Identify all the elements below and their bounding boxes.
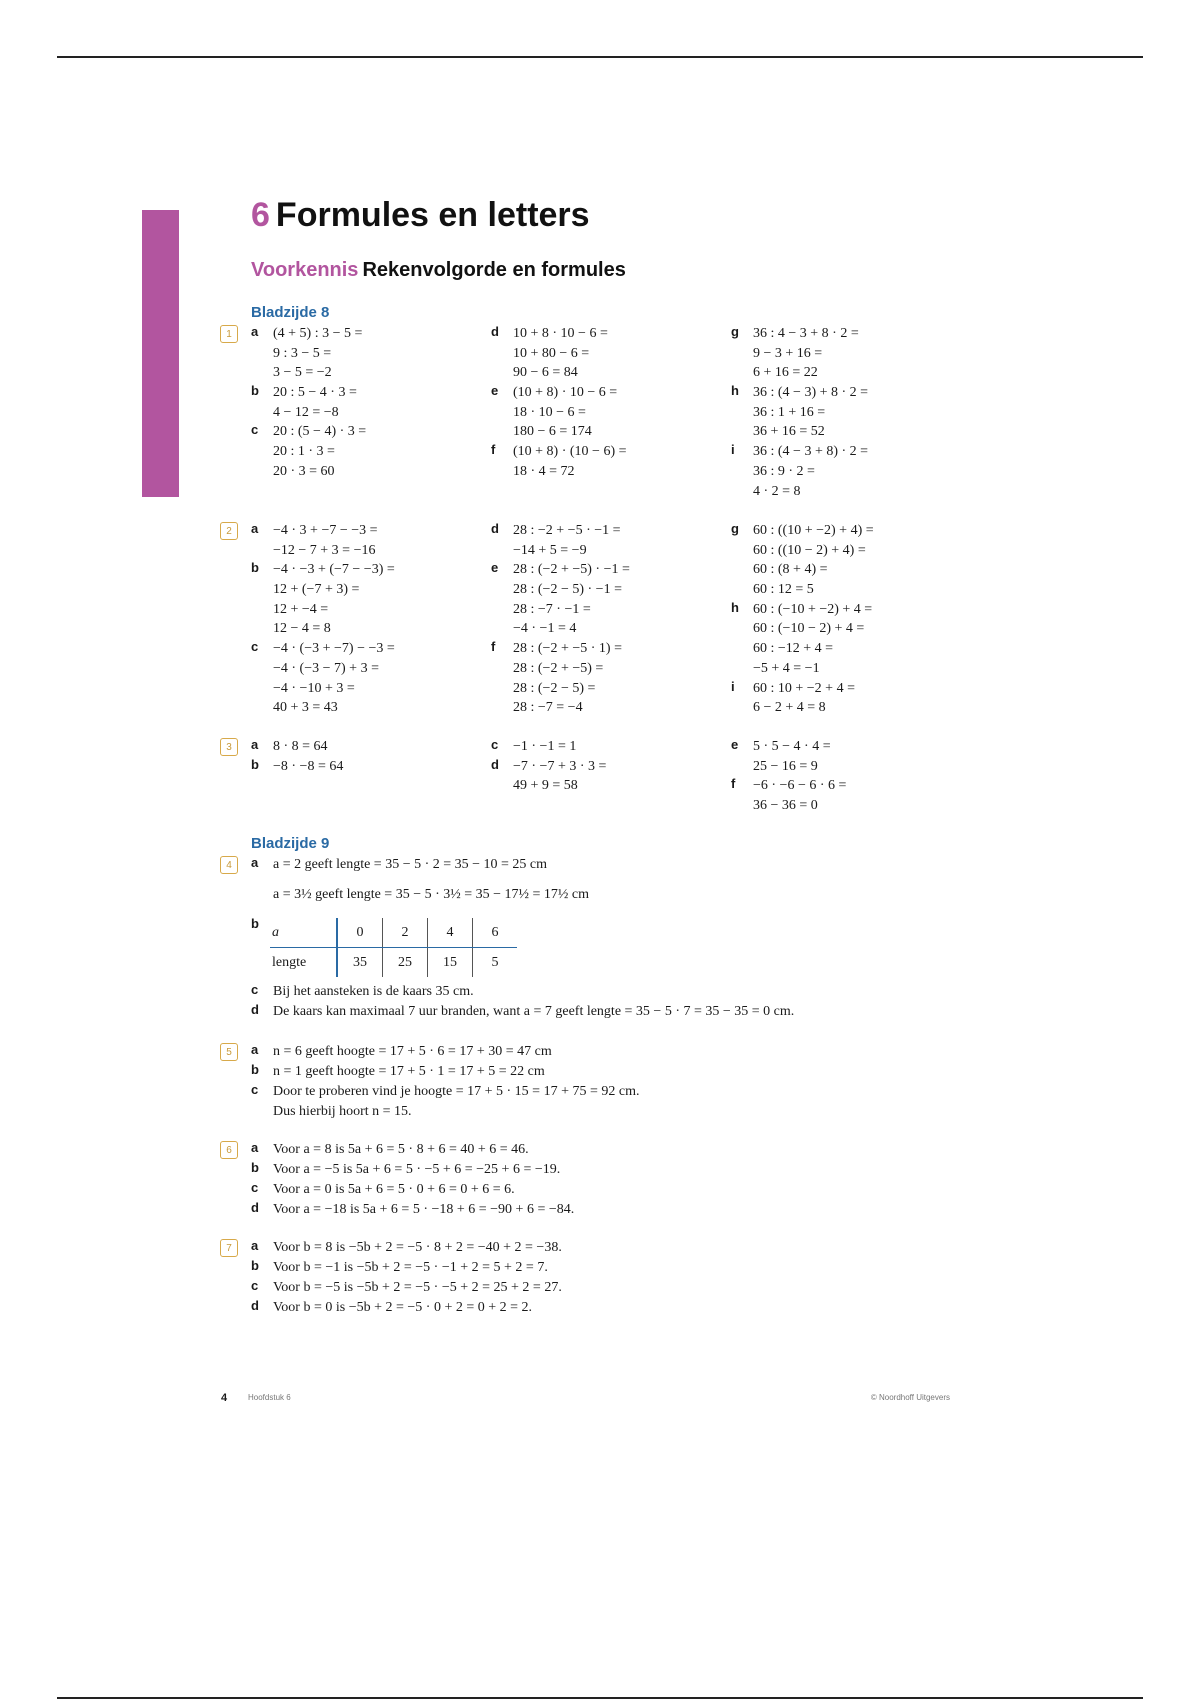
- q6-d-line: Voor a = −18 is 5a + 6 = 5 · −18 + 6 = −90 + 6 = −84.: [273, 1202, 575, 1217]
- answer-line: (10 + 8) · (10 − 6) =: [513, 444, 627, 460]
- answer-line: 28 : (−2 − 5) · −1 =: [513, 582, 622, 598]
- q5-part-b: [251, 1062, 639, 1082]
- answer-column: [251, 324, 366, 482]
- q7-a-line: Voor b = 8 is −5b + 2 = −5 · 8 + 2 = −40 + 2 = −38.: [273, 1240, 562, 1255]
- q5-b-line: n = 1 geeft hoogte = 17 + 5 · 1 = 17 + 5 = 22 cm: [273, 1064, 545, 1079]
- answer-part: [731, 679, 874, 718]
- answer-line: 90 − 6 = 84: [513, 365, 578, 381]
- answer-line: 60 : ((10 + −2) + 4) =: [753, 523, 874, 538]
- answer-line: 60 : 12 = 5: [753, 582, 814, 598]
- answer-line: 28 : (−2 + −5 · 1) =: [513, 641, 622, 657]
- answer-line: 28 : −7 · −1 =: [513, 601, 591, 617]
- answer-line: 4 · 2 = 8: [753, 483, 801, 499]
- answer-line: 60 : (−10 − 2) + 4 =: [753, 621, 865, 637]
- answer-column: [251, 521, 395, 718]
- table-cell: 35: [337, 948, 383, 978]
- page-number: 4: [221, 1392, 228, 1404]
- answer-line: 36 : 9 · 2 =: [753, 463, 815, 479]
- table-row-label: a: [270, 918, 337, 948]
- part-letter: a: [251, 737, 259, 752]
- answer-part: [731, 600, 874, 679]
- answer-line: −14 + 5 = −9: [513, 542, 587, 558]
- answer-line: −4 · −3 + (−7 − −3) =: [273, 562, 395, 578]
- answer-line: 28 : −7 = −4: [513, 700, 583, 716]
- answer-line: 10 + 8 · 10 − 6 =: [513, 326, 608, 341]
- table-row-label: lengte: [270, 948, 337, 978]
- answer-line: 180 − 6 = 174: [513, 424, 592, 440]
- answer-line: 36 : 1 + 16 =: [753, 404, 826, 420]
- answer-line: 10 + 80 − 6 =: [513, 345, 590, 361]
- q6-part-d: [251, 1200, 574, 1220]
- part-letter: c: [251, 982, 259, 997]
- q6-part-c: [251, 1180, 574, 1200]
- part-letter: d: [491, 756, 499, 772]
- answer-column: [251, 737, 343, 776]
- part-letter: c: [251, 1278, 259, 1293]
- part-letter: b: [251, 1062, 259, 1077]
- answer-line: 5 · 5 − 4 · 4 =: [753, 739, 831, 754]
- part-letter: f: [491, 639, 496, 655]
- part-letter: a: [251, 1140, 259, 1155]
- question-number-3: 3: [220, 738, 238, 756]
- question-number-4: 4: [220, 856, 238, 874]
- answer-part: [251, 560, 395, 639]
- answer-part: [731, 521, 874, 600]
- q5-c-line-2: Dus hierbij hoort n = 15.: [273, 1104, 412, 1119]
- answer-line: 12 − 4 = 8: [273, 621, 331, 637]
- part-letter: b: [251, 1160, 259, 1175]
- part-letter: i: [731, 442, 735, 458]
- answer-line: −1 · −1 = 1: [513, 739, 577, 754]
- part-letter: d: [251, 1200, 259, 1215]
- part-letter: d: [491, 521, 499, 536]
- part-letter: d: [251, 1298, 259, 1313]
- answer-line: 18 · 10 − 6 =: [513, 404, 586, 420]
- part-letter: b: [251, 1258, 259, 1273]
- table-cell: 0: [337, 918, 383, 948]
- answer-part: [251, 757, 343, 777]
- answer-line: 12 + (−7 + 3) =: [273, 582, 360, 598]
- part-letter: b: [251, 756, 259, 772]
- answer-line: −4 · (−3 + −7) − −3 =: [273, 641, 395, 657]
- q4-parts-cd: [251, 982, 794, 1022]
- part-letter: d: [491, 324, 499, 339]
- answer-part: [491, 737, 606, 757]
- q4-part-d: [251, 1002, 794, 1022]
- answer-line: 60 : (−10 + −2) + 4 =: [753, 601, 873, 617]
- q6-b-line: Voor a = −5 is 5a + 6 = 5 · −5 + 6 = −25 + 6 = −19.: [273, 1162, 561, 1177]
- table-row: [270, 918, 517, 948]
- answer-line: −4 · −10 + 3 =: [273, 680, 355, 696]
- q4-part-c: [251, 982, 794, 1002]
- q6-c-line: Voor a = 0 is 5a + 6 = 5 · 0 + 6 = 0 + 6 = 6.: [273, 1182, 515, 1197]
- q4-c-line: Bij het aansteken is de kaars 35 cm.: [273, 984, 474, 999]
- q5-a-line: n = 6 geeft hoogte = 17 + 5 · 6 = 17 + 30 = 47 cm: [273, 1044, 552, 1059]
- answer-line: 9 : 3 − 5 =: [273, 345, 332, 361]
- answer-part: [731, 324, 868, 383]
- part-letter: f: [491, 442, 496, 458]
- question-number-7: 7: [220, 1239, 238, 1257]
- answer-part: [491, 639, 630, 718]
- answer-line: 12 + −4 =: [273, 601, 329, 617]
- answer-line: 20 : (5 − 4) · 3 =: [273, 424, 367, 440]
- answer-line: −6 · −6 − 6 · 6 =: [753, 778, 847, 794]
- answer-line: −8 · −8 = 64: [273, 758, 344, 774]
- answer-column: [731, 521, 874, 718]
- answer-part: [491, 442, 627, 481]
- answer-line: 18 · 4 = 72: [513, 463, 575, 479]
- question-number-1: 1: [220, 325, 238, 343]
- part-letter: d: [251, 1002, 259, 1017]
- answer-line: 28 : (−2 + −5) · −1 =: [513, 562, 630, 578]
- q7-part-c: [251, 1278, 562, 1298]
- q5-part-a: [251, 1042, 639, 1062]
- q5-c-line-1: Door te proberen vind je hoogte = 17 + 5 · 15 = 17 + 75 = 92 cm.: [273, 1084, 640, 1099]
- page-ref-9: Bladzijde 9: [251, 835, 330, 852]
- answer-part: [731, 776, 846, 815]
- answer-line: 20 : 5 − 4 · 3 =: [273, 385, 357, 401]
- table-cell: 2: [383, 918, 428, 948]
- q4-d-line: De kaars kan maximaal 7 uur branden, want a = 7 geeft lengte = 35 − 5 · 7 = 35 − 35 = 0 cm.: [273, 1004, 795, 1019]
- answer-column: [731, 737, 846, 816]
- part-letter: h: [731, 599, 739, 615]
- answer-part: [251, 324, 366, 383]
- answer-part: [731, 383, 868, 442]
- answer-line: 28 : −2 + −5 · −1 =: [513, 523, 621, 538]
- answer-part: [491, 383, 627, 442]
- part-letter: c: [251, 639, 259, 655]
- chapter-title-text: Formules en letters: [275, 196, 590, 234]
- q7-part-a: [251, 1238, 562, 1258]
- footer-copyright: © Noordhoff Uitgevers: [870, 1393, 950, 1402]
- question-number-6: 6: [220, 1141, 238, 1159]
- answer-part: [251, 737, 343, 757]
- answer-line: 36 : 4 − 3 + 8 · 2 =: [753, 326, 859, 341]
- part-letter: e: [491, 383, 499, 399]
- footer-chapter: Hoofdstuk 6: [248, 1393, 291, 1402]
- answer-line: 36 : (4 − 3 + 8) · 2 =: [753, 444, 869, 460]
- part-letter: a: [251, 521, 259, 536]
- part-letter: c: [251, 1082, 259, 1097]
- part-letter: f: [731, 776, 736, 792]
- answer-line: 36 − 36 = 0: [753, 798, 818, 814]
- value-table: [270, 918, 517, 977]
- answer-line: 60 : (8 + 4) =: [753, 562, 828, 578]
- q4-part-a: [251, 855, 589, 904]
- answer-line: 28 : (−2 + −5) =: [513, 660, 604, 676]
- question-4: [251, 855, 589, 904]
- answer-line: −4 · (−3 − 7) + 3 =: [273, 660, 379, 676]
- answer-part: [251, 422, 366, 481]
- answer-part: [251, 383, 366, 422]
- part-letter: e: [491, 560, 499, 576]
- answer-column: [491, 324, 627, 482]
- bottom-rule: [57, 1697, 1143, 1699]
- answer-line: 6 + 16 = 22: [753, 365, 818, 381]
- question-7: [251, 1238, 562, 1318]
- q6-a-line: Voor a = 8 is 5a + 6 = 5 · 8 + 6 = 40 + 6 = 46.: [273, 1142, 529, 1157]
- answer-part: [491, 560, 630, 639]
- page-ref-8: Bladzijde 8: [251, 304, 330, 321]
- answer-column: [731, 324, 868, 501]
- part-letter: a: [251, 1238, 259, 1253]
- answer-line: 20 · 3 = 60: [273, 463, 335, 479]
- question-5: [251, 1042, 639, 1122]
- part-letter: g: [731, 521, 739, 536]
- q6-part-b: [251, 1160, 574, 1180]
- answer-line: 36 : (4 − 3) + 8 · 2 =: [753, 385, 869, 401]
- answer-line: −4 · −1 = 4: [513, 621, 577, 637]
- part-letter: c: [251, 1180, 259, 1195]
- chapter-number: 6: [251, 196, 270, 234]
- part-letter: a: [251, 855, 259, 870]
- q7-part-b: [251, 1258, 562, 1278]
- answer-line: (10 + 8) · 10 − 6 =: [513, 385, 618, 401]
- table-cell: 6: [473, 918, 518, 948]
- table-row: [270, 948, 517, 978]
- part-letter: i: [731, 678, 735, 694]
- q7-part-d: [251, 1298, 562, 1318]
- answer-line: 8 · 8 = 64: [273, 739, 328, 754]
- q6-part-a: [251, 1140, 574, 1160]
- table-cell: 15: [428, 948, 473, 978]
- answer-line: 49 + 9 = 58: [513, 778, 578, 794]
- answer-line: 4 − 12 = −8: [273, 404, 339, 420]
- q4-a-line-2: a = 3½ geeft lengte = 35 − 5 · 3½ = 35 − 17½ = 17½ cm: [273, 886, 590, 902]
- part-letter: b: [251, 383, 259, 399]
- section-title-text: Rekenvolgorde en formules: [362, 259, 626, 281]
- top-rule: [57, 56, 1143, 58]
- answer-line: 60 : 10 + −2 + 4 =: [753, 680, 855, 696]
- answer-line: −4 · 3 + −7 − −3 =: [273, 523, 378, 538]
- q4-part-b-letter: b: [251, 916, 259, 931]
- part-letter: h: [731, 383, 739, 399]
- answer-line: 60 : −12 + 4 =: [753, 641, 834, 657]
- chapter-title: [251, 196, 590, 235]
- question-number-5: 5: [220, 1043, 238, 1061]
- answer-line: 36 + 16 = 52: [753, 424, 825, 440]
- part-letter: b: [251, 560, 259, 576]
- answer-part: [731, 737, 846, 776]
- answer-line: 9 − 3 + 16 =: [753, 345, 823, 361]
- answer-part: [251, 521, 395, 560]
- section-title: [251, 259, 626, 282]
- part-letter: g: [731, 324, 739, 339]
- q7-c-line: Voor b = −5 is −5b + 2 = −5 · −5 + 2 = 25 + 2 = 27.: [273, 1280, 562, 1295]
- answer-part: [491, 521, 630, 560]
- q7-b-line: Voor b = −1 is −5b + 2 = −5 · −1 + 2 = 5 + 2 = 7.: [273, 1260, 548, 1275]
- answer-line: 6 − 2 + 4 = 8: [753, 700, 826, 716]
- answer-part: [731, 442, 868, 501]
- q7-d-line: Voor b = 0 is −5b + 2 = −5 · 0 + 2 = 0 + 2 = 2.: [273, 1300, 533, 1315]
- q4-a-line-1: a = 2 geeft lengte = 35 − 5 · 2 = 35 − 10 = 25 cm: [273, 857, 548, 872]
- table-cell: 25: [383, 948, 428, 978]
- answer-line: −12 − 7 + 3 = −16: [273, 542, 376, 558]
- answer-line: (4 + 5) : 3 − 5 =: [273, 326, 363, 341]
- answer-column: [491, 737, 606, 796]
- part-letter: a: [251, 1042, 259, 1057]
- part-letter: e: [731, 737, 739, 752]
- answer-column: [491, 521, 630, 718]
- answer-line: −5 + 4 = −1: [753, 660, 820, 676]
- chapter-tab: [142, 210, 179, 497]
- part-letter: a: [251, 324, 259, 339]
- answer-part: [491, 324, 627, 383]
- answer-line: 20 : 1 · 3 =: [273, 444, 335, 460]
- answer-line: 25 − 16 = 9: [753, 758, 818, 774]
- part-letter: c: [251, 422, 259, 438]
- table-cell: 4: [428, 918, 473, 948]
- answer-line: 3 − 5 = −2: [273, 365, 332, 381]
- question-6: [251, 1140, 574, 1220]
- table-cell: 5: [491, 954, 499, 970]
- section-accent: Voorkennis: [251, 259, 359, 281]
- part-letter: c: [491, 737, 499, 752]
- answer-line: 60 : ((10 − 2) + 4) =: [753, 542, 866, 558]
- question-number-2: 2: [220, 522, 238, 540]
- answer-line: 40 + 3 = 43: [273, 700, 338, 716]
- answer-part: [491, 757, 606, 796]
- answer-line: −7 · −7 + 3 · 3 =: [513, 758, 607, 774]
- q5-part-c: [251, 1082, 639, 1122]
- answer-line: 28 : (−2 − 5) =: [513, 680, 596, 696]
- answer-part: [251, 639, 395, 718]
